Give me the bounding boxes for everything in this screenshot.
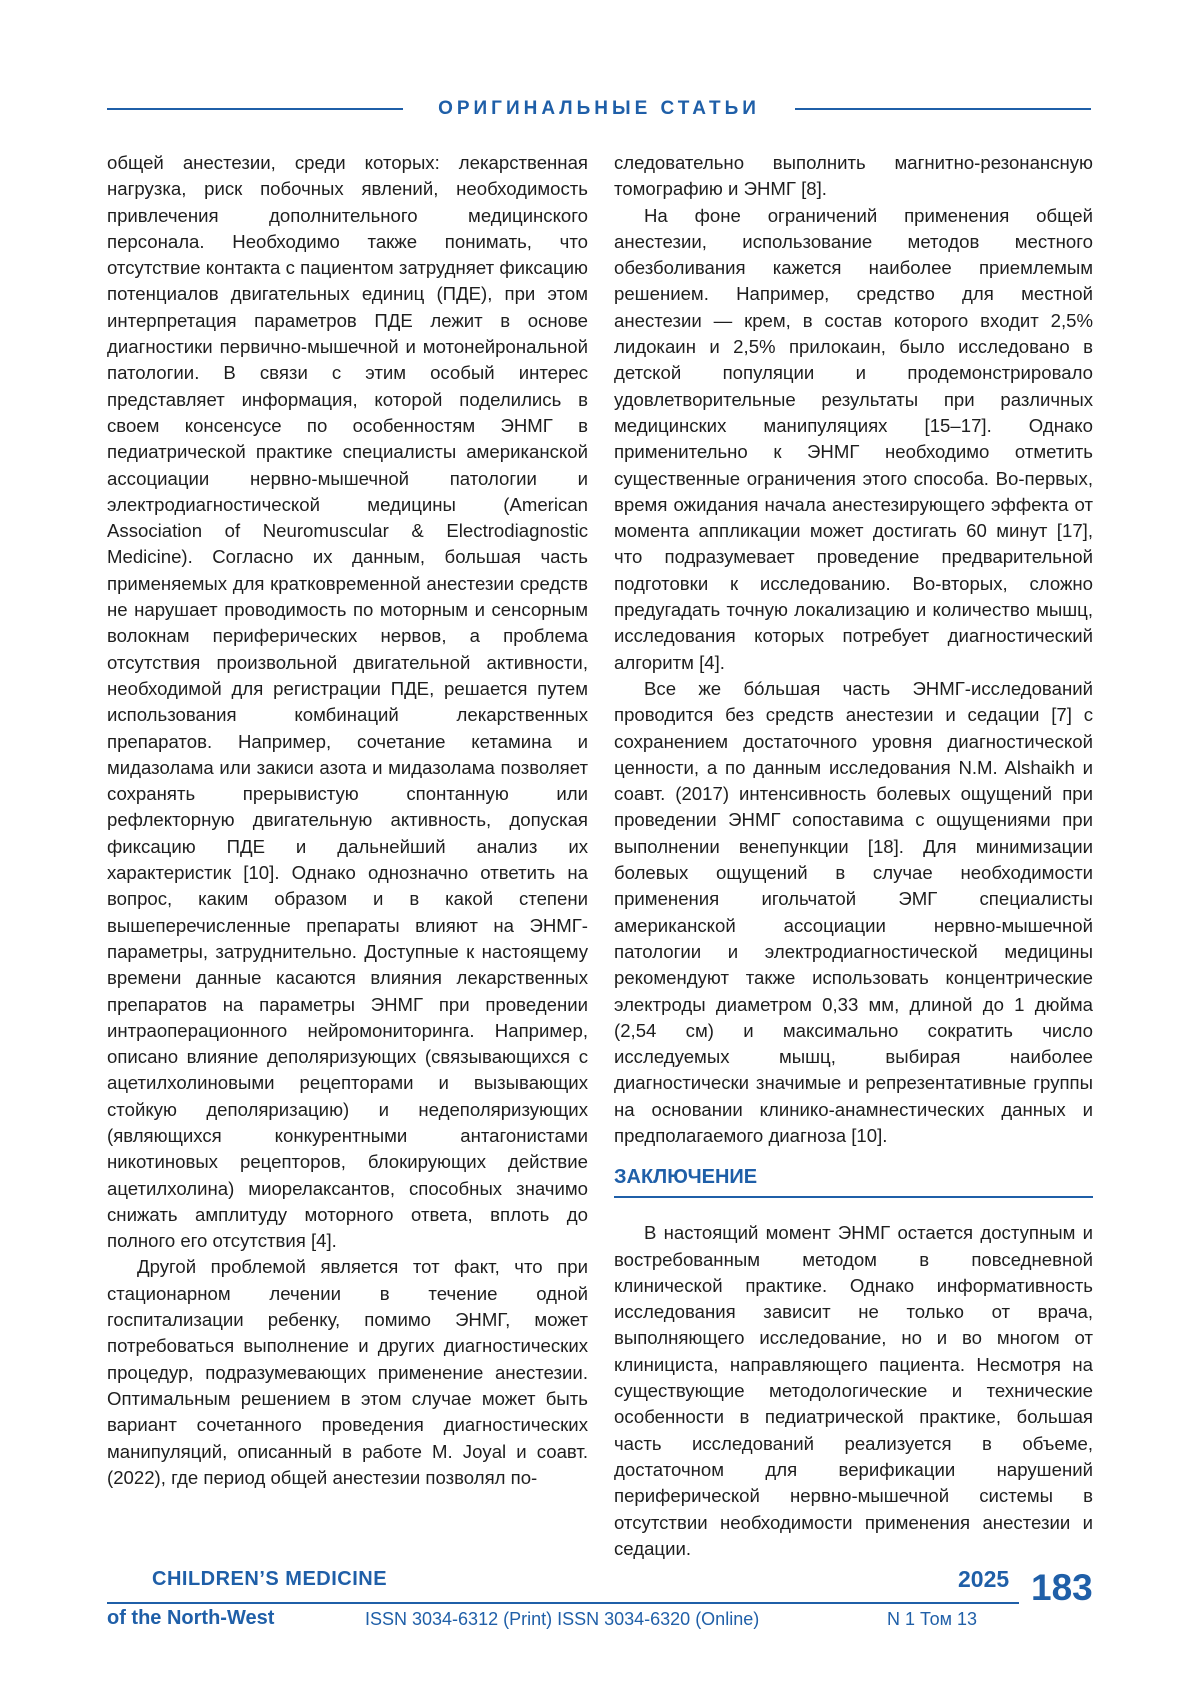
paragraph: следовательно выполнить магнитно-резонансную томографию и ЭНМГ [8]. [614,152,1093,200]
issue-year: 2025 [958,1566,1010,1592]
section-title: ОРИГИНАЛЬНЫЕ СТАТЬИ [438,98,760,119]
footer-rule [107,1602,1019,1604]
issn-line: ISSN 3034-6312 (Print) ISSN 3034-6320 (Online) [365,1609,760,1629]
paragraph: Все же бóльшая часть ЭНМГ-исследований проводится без средств анестезии и седации [7] с сохранением достаточного уровня диагностической ценности, а по данным исследования N.M. Alshaikh и соавт. (2017) интенсивность болевых ощущений при проведении ЭНМГ сопоставима с ощущениями при выполнении венепункции [18]. Для минимизации болевых ощущений в случае необходимости применения игольчатой ЭМГ специалисты американской ассоциации нервно-мышечной патологии и электродиагностической медицины рекомендуют также использовать концентрические электроды диаметром 0,33 мм, длиной до 1 дюйма (2,54 см) и максимально сократить число исследуемых мышц, выбирая наиболее диагностически значимые и репрезентативные группы на основании клинико-анамнестических данных и предполагаемого диагноза [10]. [614,677,1093,1146]
paragraph: На фоне ограничений применения общей анестезии, использование методов местного обезболивания кажется наиболее приемлемым решением. Например, средство для местной анестезии — крем, в состав которого входит 2,5% лидокаин и 2,5% прилокаин, было исследовано в детской популяции и продемонстрировало удовлетворительные результаты при различных медицинских манипуляциях [15–17]. Однако применительно к ЭНМГ необходимо отметить существенные ограничения этого способа. Во-первых, время ожидания начала анестезирующего эффекта от момента аппликации может достигать 60 минут [17], что подразумевает проведение предварительной подготовки к исследованию. Во-вторых, сложно предугадать точную локализацию и количество мышц, исследования которых потребует диагностический алгоритм [4]. [614,204,1093,673]
section-header [107,97,1091,121]
left-column [107,150,588,1491]
paragraph: В настоящий момент ЭНМГ остается доступным и востребованным методом в повседневной клинической практике. Однако информативность исследования зависит не только от врача, выполняющего исследование, но и во многом от клинициста, направляющего пациента. Несмотря на существующие методологические и технические особенности в педиатрической практике, большая часть исследований реализуется в объеме, достаточном для верификации нарушений периферической нервно-мышечной системы в отсутствии необходимости применения анестезии и седации. [614,1222,1093,1559]
paragraph: Другой проблемой является тот факт, что при стационарном лечении в течение одной госпитализации ребенку, помимо ЭНМГ, может потребоваться выполнение и других диагностических процедур, подразумевающих применение анестезии. Оптимальным решением в этом случае может быть вариант сочетанного проведения диагностических манипуляций, описанный в работе M. Joyal и соавт. (2022), где период общей анестезии позволял по- [107,1256,588,1488]
issue-volume: N 1 Том 13 [887,1609,978,1629]
journal-subtitle: of the North-West [107,1607,275,1629]
journal-title: CHILDREN’S MEDICINE [152,1568,388,1590]
conclusion-heading: ЗАКЛЮЧЕНИЕ [614,1163,1093,1198]
header-rule-right [795,108,1091,110]
right-column [614,150,1093,1562]
paragraph: общей анестезии, среди которых: лекарственная нагрузка, риск побочных явлений, необходимость привлечения дополнительного медицинского персонала. Необходимо также понимать, что отсутствие контакта с пациентом затрудняет фиксацию потенциалов двигательных единиц (ПДЕ), при этом интерпретация параметров ПДЕ лежит в основе диагностики первично-мышечной и мотонейрональной патологии. В связи с этим особый интерес представляет информация, которой поделились в своем консенсусе по особенностям ЭНМГ в педиатрической практике специалисты американской ассоциации нервно-мышечной патологии и электродиагностической медицины (American Association of Neuromuscular & Electrodiagnostic Medicine). Согласно их данным, большая часть применяемых для кратковременной анестезии средств не нарушает проводимость по моторным и сенсорным волокнам периферических нервов, а проблема отсутствия произвольной двигательной активности, необходимой для регистрации ПДЕ, решается путем использования комбинаций лекарственных препаратов. Например, сочетание кетамина и мидазолама или закиси азота и мидазолама позволяет сохранять прерывистую спонтанную или рефлекторную двигательную активность, допуская фиксацию ПДЕ и дальнейший анализ их характеристик [10]. Однако однозначно ответить на вопрос, каким образом и в какой степени вышеперечисленные препараты влияют на ЭНМГ-параметры, затруднительно. Доступные к настоящему времени данные касаются влияния лекарственных препаратов на параметры ЭНМГ при проведении интраоперационного нейромониторинга. Например, описано влияние деполяризующих (связывающихся с ацетилхолиновыми рецепторами и вызывающих стойкую деполяризацию) и недеполяризующих (являющихся конкурентными антагонистами никотиновых рецепторов, блокирующих действие ацетилхолина) миорелаксантов, способных значимо снижать амплитуду моторного ответа, вплоть до полного его отсутствия [4]. [107,152,588,1252]
page-number: 183 [1031,1567,1093,1608]
